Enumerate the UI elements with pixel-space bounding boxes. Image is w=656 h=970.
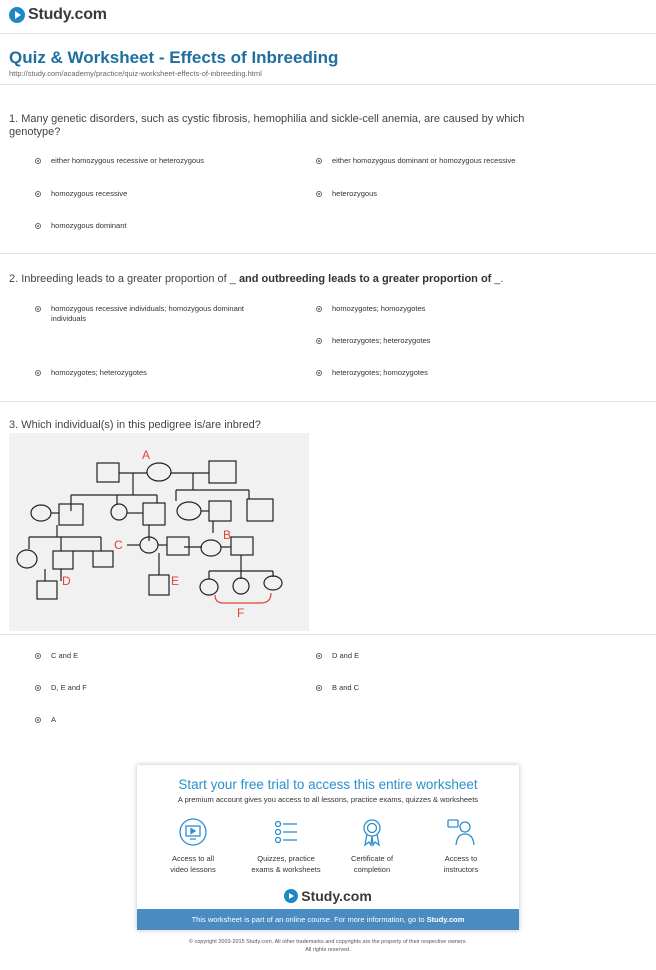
question-3: 3. Which individual(s) in this pedigree is/are inbred? <box>9 419 261 431</box>
radio-icon[interactable] <box>316 685 322 691</box>
pedigree-label: D <box>62 574 71 588</box>
answer-option[interactable]: B and C <box>316 683 561 693</box>
answer-option[interactable]: heterozygotes; heterozygotes <box>316 336 561 346</box>
radio-icon[interactable] <box>35 370 41 376</box>
pedigree-female <box>111 504 127 520</box>
pedigree-female <box>201 540 221 556</box>
radio-icon[interactable] <box>35 158 41 164</box>
pedigree-male <box>247 499 273 521</box>
answer-option[interactable]: homozygous recessive <box>35 189 280 199</box>
question-1: 1. Many genetic disorders, such as cystic fibrosis, hemophilia and sickle-cell anemia, are caused by which genotype? <box>9 113 525 138</box>
pedigree-label: E <box>171 574 180 588</box>
copyright: © copyright 2003-2015 Study.com. All other trademarks and copyrights are the property of their respective owners. All rights reserved. <box>188 939 468 953</box>
promo-logo[interactable]: Study.com <box>137 888 519 904</box>
pedigree-female <box>200 579 218 595</box>
radio-icon[interactable] <box>35 191 41 197</box>
divider <box>0 401 656 402</box>
certificate-icon <box>357 817 387 847</box>
answer-option[interactable]: either homozygous dominant or homozygous recessive <box>316 156 561 166</box>
pedigree-label: C <box>114 538 123 552</box>
feature-certificate: Certificate of completion <box>332 817 412 875</box>
pedigree-male <box>149 575 169 595</box>
answer-option[interactable]: heterozygous <box>316 189 561 199</box>
answer-option[interactable]: heterozygotes; homozygotes <box>316 368 561 378</box>
pedigree-female <box>233 578 249 594</box>
promo-headline[interactable]: Start your free trial to access this entire worksheet <box>178 777 478 792</box>
pedigree-bracket <box>215 593 271 603</box>
answer-option[interactable]: C and E <box>35 651 280 661</box>
play-logo-icon <box>284 889 298 903</box>
video-lesson-icon <box>178 817 208 847</box>
answer-option[interactable]: either homozygous recessive or heterozygous <box>35 156 280 166</box>
study-logo[interactable] <box>9 6 107 24</box>
pedigree-female <box>264 576 282 590</box>
pedigree-female <box>17 550 37 568</box>
divider <box>0 634 656 635</box>
pedigree-male <box>97 463 119 482</box>
pedigree-male <box>231 537 253 555</box>
pedigree-label: B <box>223 528 232 542</box>
divider <box>0 33 656 34</box>
pedigree-male <box>143 503 165 525</box>
pedigree-male <box>53 551 73 569</box>
question-2: 2. Inbreeding leads to a greater proportion of _ and outbreeding leads to a greater proportion of _. <box>9 273 504 285</box>
answer-option[interactable]: homozygotes; homozygotes <box>316 304 561 314</box>
answer-option[interactable]: homozygous dominant <box>35 221 280 231</box>
pedigree-female <box>31 505 51 521</box>
radio-icon[interactable] <box>316 306 322 312</box>
divider <box>0 253 656 254</box>
answer-option[interactable]: D, E and F <box>35 683 280 693</box>
radio-icon[interactable] <box>316 370 322 376</box>
feature-instructors: Access to instructors <box>421 817 501 875</box>
pedigree-drawing <box>9 433 309 631</box>
trial-promo-box <box>137 765 519 930</box>
pedigree-male <box>93 551 113 567</box>
feature-quizzes: Quizzes, practice exams & worksheets <box>246 817 326 875</box>
pedigree-female <box>147 463 171 481</box>
answer-option[interactable]: homozygotes; heterozygotes <box>35 368 280 378</box>
pedigree-female <box>177 502 201 520</box>
pedigree-label: F <box>237 606 245 620</box>
radio-icon[interactable] <box>316 191 322 197</box>
promo-subline: A premium account gives you access to all lessons, practice exams, quizzes & worksheets <box>177 795 479 804</box>
radio-icon[interactable] <box>35 653 41 659</box>
radio-icon[interactable] <box>35 306 41 312</box>
page-url: http://study.com/academy/practice/quiz-worksheet-effects-of-inbreeding.html <box>9 69 262 78</box>
answer-option[interactable]: D and E <box>316 651 561 661</box>
answer-option[interactable]: homozygous recessive individuals; homozygous dominant individuals <box>35 304 280 324</box>
play-logo-icon <box>9 7 25 23</box>
study-link[interactable]: Study.com <box>426 915 465 924</box>
pedigree-label: A <box>142 448 151 462</box>
pedigree-male <box>37 581 57 599</box>
quiz-list-icon <box>271 817 301 847</box>
pedigree-male <box>209 501 231 521</box>
pedigree-male <box>167 537 189 555</box>
instructor-icon <box>446 817 476 847</box>
page-title: Quiz & Worksheet - Effects of Inbreeding <box>9 48 339 67</box>
radio-icon[interactable] <box>35 717 41 723</box>
radio-icon[interactable] <box>35 223 41 229</box>
divider <box>0 84 656 85</box>
pedigree-chart-image <box>9 433 309 631</box>
answer-option[interactable]: A <box>35 715 280 725</box>
radio-icon[interactable] <box>316 158 322 164</box>
logo-text: Study.com <box>28 6 107 23</box>
course-info-bar: This worksheet is part of an online course. For more information, go to Study.com <box>137 909 519 930</box>
radio-icon[interactable] <box>316 338 322 344</box>
radio-icon[interactable] <box>35 685 41 691</box>
pedigree-male <box>209 461 236 483</box>
radio-icon[interactable] <box>316 653 322 659</box>
feature-video-lessons: Access to all video lessons <box>153 817 233 875</box>
